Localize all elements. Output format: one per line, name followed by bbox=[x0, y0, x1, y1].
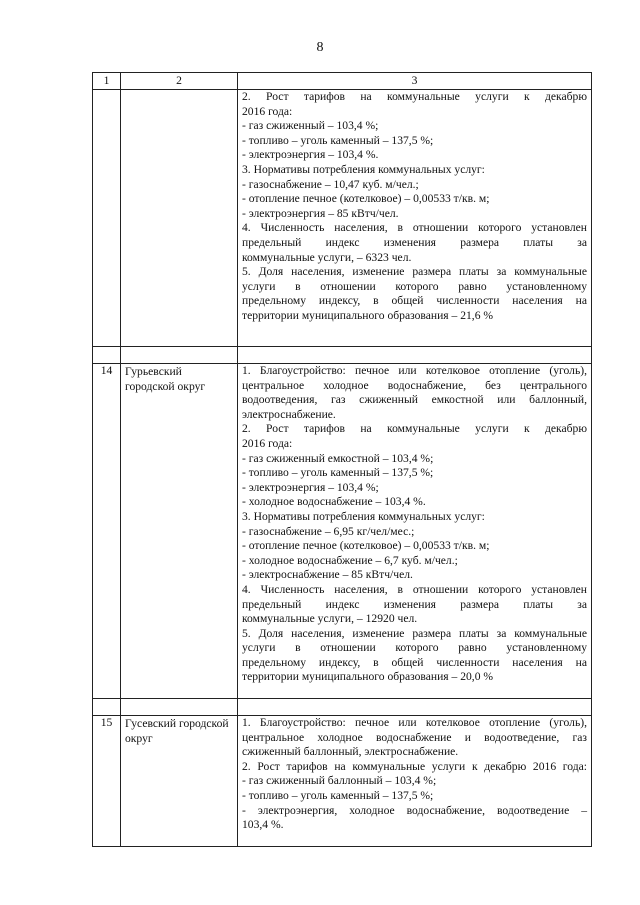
content-line: 4. Численность населения, в отношении которого установлен bbox=[242, 221, 587, 235]
table-row bbox=[93, 716, 592, 847]
table-header-row bbox=[93, 73, 592, 90]
content-line: 3. Нормативы потребления коммунальных услуг: bbox=[242, 509, 485, 523]
content-line: - отопление печное (котелковое) – 0,00533 т/кв. м; bbox=[242, 192, 490, 206]
content-line: территории муниципального образования – 20,0 % bbox=[242, 670, 494, 684]
content-line: водоотведения, газ сжиженный емкостной или баллонный, bbox=[242, 393, 587, 407]
content-line: электроснабжение. bbox=[242, 407, 336, 421]
content-line: предельный индекс изменения размера платы за bbox=[242, 235, 587, 249]
content-line: предельному индексу, в общей численности населения на bbox=[242, 655, 587, 669]
content-line: - электроэнергия – 103,4 %; bbox=[242, 480, 379, 494]
content-line: 1. Благоустройство: печное или котелковое отопление (уголь), bbox=[242, 716, 587, 729]
content-line: 4. Численность населения, в отношении которого установлен bbox=[242, 582, 587, 596]
content-line: сжиженный баллонный, электроснабжение. bbox=[242, 745, 459, 759]
header-col-3: 3 bbox=[238, 73, 592, 90]
content-line: 5. Доля населения, изменение размера платы за коммунальные bbox=[242, 626, 587, 640]
row-number bbox=[93, 90, 121, 347]
content-line: - топливо – уголь каменный – 137,5 %; bbox=[242, 133, 434, 147]
content-line: предельному индексу, в общей численности населения на bbox=[242, 294, 587, 308]
content-line: - топливо – уголь каменный – 137,5 %; bbox=[242, 788, 434, 802]
content-line: 5. Доля населения, изменение размера платы за коммунальные bbox=[242, 265, 587, 279]
content-line: 2. Рост тарифов на коммунальные услуги к декабрю 2016 года: bbox=[242, 759, 587, 773]
municipality-name: Гурьевский городской округ bbox=[121, 364, 238, 699]
row-spacer bbox=[93, 347, 592, 364]
content-line: коммунальные услуги, – 12920 чел. bbox=[242, 612, 418, 626]
table-row bbox=[93, 90, 592, 347]
content-line: - газ сжиженный – 103,4 %; bbox=[242, 119, 379, 133]
content-line: территории муниципального образования – 21,6 % bbox=[242, 308, 494, 322]
row-number: 15 bbox=[93, 716, 121, 847]
content-line: 3. Нормативы потребления коммунальных услуг: bbox=[242, 162, 485, 176]
page-number: 8 bbox=[316, 40, 324, 55]
content-line: 1. Благоустройство: печное или котелковое отопление (уголь), bbox=[242, 364, 587, 377]
content-line: 103,4 %. bbox=[242, 818, 284, 832]
content-line: услуги в отношении которого равно установленному bbox=[242, 641, 587, 655]
content-line: - газоснабжение – 10,47 куб. м/чел.; bbox=[242, 177, 419, 191]
content-line: - электроэнергия – 103,4 %. bbox=[242, 148, 379, 162]
content-line: 2. Рост тарифов на коммунальные услуги к декабрю bbox=[242, 90, 587, 103]
content-line: услуги в отношении которого равно установленному bbox=[242, 279, 587, 293]
content-line: центральное холодное водоснабжение, без центрального bbox=[242, 378, 587, 392]
content-line: предельный индекс изменения размера платы за bbox=[242, 597, 587, 611]
row-spacer bbox=[93, 699, 592, 716]
content-line: - газ сжиженный баллонный – 103,4 %; bbox=[242, 774, 437, 788]
content-line: 2016 года: bbox=[242, 104, 293, 118]
content-line: - газоснабжение – 6,95 кг/чел/мес.; bbox=[242, 524, 415, 538]
row-number: 14 bbox=[93, 364, 121, 699]
municipality-name: Гусевский городской округ bbox=[121, 716, 238, 847]
content-line: - отопление печное (котелковое) – 0,00533 т/кв. м; bbox=[242, 539, 490, 553]
header-col-2: 2 bbox=[121, 73, 238, 90]
content-line: - электроэнергия, холодное водоснабжение, водоотведение – bbox=[242, 803, 587, 817]
content-line: - холодное водоснабжение – 6,7 куб. м/чел.; bbox=[242, 553, 458, 567]
header-col-1: 1 bbox=[93, 73, 121, 90]
table-row bbox=[93, 364, 592, 699]
content-line: коммунальные услуги, – 6323 чел. bbox=[242, 250, 412, 264]
tariff-table bbox=[92, 72, 592, 847]
content-line: 2. Рост тарифов на коммунальные услуги к декабрю bbox=[242, 422, 587, 436]
row-content bbox=[238, 90, 592, 347]
content-line: 2016 года: bbox=[242, 436, 293, 450]
row-content bbox=[238, 716, 592, 847]
content-line: - электроэнергия – 85 кВтч/чел. bbox=[242, 206, 399, 220]
content-line: - холодное водоснабжение – 103,4 %. bbox=[242, 495, 426, 509]
content-line: - газ сжиженный емкостной – 103,4 %; bbox=[242, 451, 434, 465]
content-line: - электроснабжение – 85 кВтч/чел. bbox=[242, 568, 413, 582]
municipality-name bbox=[121, 90, 238, 347]
content-line: - топливо – уголь каменный – 137,5 %; bbox=[242, 466, 434, 480]
row-content bbox=[238, 364, 592, 699]
content-line: центральное холодное водоснабжение и водоотведение, газ bbox=[242, 730, 587, 744]
